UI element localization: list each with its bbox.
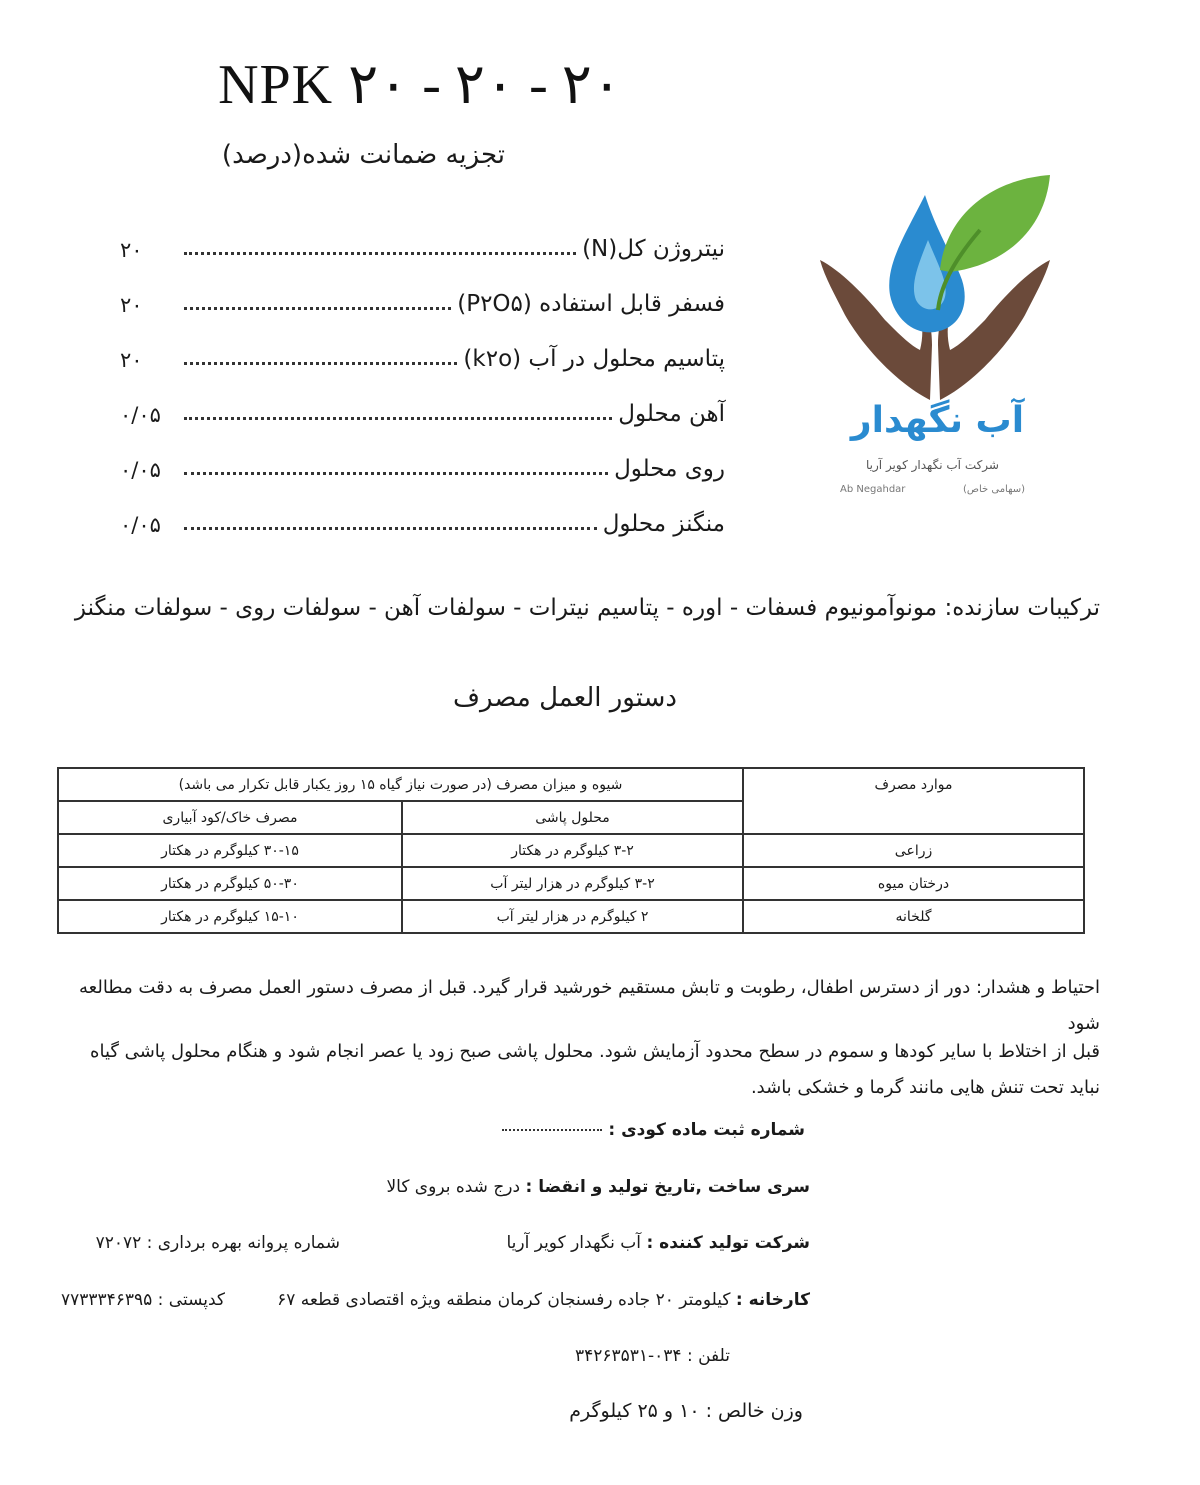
spec-value: ۲۰ bbox=[120, 348, 143, 372]
header-foliar: محلول پاشی bbox=[402, 801, 743, 834]
dot-leader bbox=[184, 417, 612, 420]
spec-row-manganese bbox=[120, 497, 725, 537]
cell-usage: درختان میوه bbox=[743, 867, 1084, 900]
table-row bbox=[58, 867, 1084, 900]
producer-line bbox=[506, 1233, 810, 1253]
product-title: NPK ۲۰ - ۲۰ - ۲۰ bbox=[218, 54, 622, 116]
spec-value: ۰/۰۵ bbox=[120, 513, 161, 537]
header-usage: موارد مصرف bbox=[743, 768, 1084, 834]
guaranteed-analysis-heading: تجزیه ضمانت شده(درصد) bbox=[221, 140, 505, 170]
spec-row-potassium bbox=[120, 332, 725, 372]
net-weight: وزن خالص : ۱۰ و ۲۵ کیلوگرم bbox=[569, 1400, 803, 1422]
logo-brand-name: آب نگهدار bbox=[850, 400, 1025, 441]
dot-leader bbox=[184, 527, 597, 530]
factory-label: کارخانه : bbox=[735, 1290, 810, 1310]
spec-value: ۰/۰۵ bbox=[120, 458, 161, 482]
spec-label: فسفر قابل استفاده (P۲O۵) bbox=[457, 291, 725, 317]
table-header-row bbox=[58, 768, 1084, 801]
registration-label: شماره ثبت ماده کودی : bbox=[608, 1120, 805, 1140]
factory-value: کیلومتر ۲۰ جاده رفسنجان کرمان منطقه ویژه اقتصادی قطعه ۶۷ bbox=[277, 1290, 731, 1310]
header-method: شیوه و میزان مصرف (در صورت نیاز گیاه ۱۵ روز یکبار قابل تکرار می باشد) bbox=[58, 768, 743, 801]
logo-subtitle bbox=[840, 484, 1025, 495]
spec-label: نیتروژن کل(N) bbox=[582, 236, 725, 262]
cell-usage: گلخانه bbox=[743, 900, 1084, 933]
phone-number: تلفن : ۰۳۴-۳۴۲۶۳۵۳۱ bbox=[574, 1346, 730, 1366]
series-label: سری ساخت ,تاریخ تولید و انقضا : bbox=[525, 1177, 810, 1197]
logo-subtitle-en: Ab Negahdar bbox=[840, 484, 906, 495]
header-soil: مصرف خاک/کود آبیاری bbox=[58, 801, 402, 834]
postal-code: کدپستی : ۷۷۳۳۳۴۶۳۹۵ bbox=[60, 1290, 225, 1310]
factory-line bbox=[277, 1290, 810, 1310]
dot-leader bbox=[184, 472, 608, 475]
spec-label: روی محلول bbox=[614, 456, 725, 482]
spec-label: منگنز محلول bbox=[602, 511, 725, 537]
logo-company-name: شرکت آب نگهدار کویر آریا bbox=[866, 458, 999, 472]
spec-value: ۲۰ bbox=[120, 238, 143, 262]
warning-text: احتیاط و هشدار: دور از دسترس اطفال، رطوبت و تابش مستقیم خورشید قرار گیرد. قبل از مصرف دستور العمل مصرف به دقت مطالعه شود bbox=[79, 977, 1100, 1034]
cell-foliar: ۳-۲ کیلوگرم در هکتار bbox=[402, 834, 743, 867]
producer-value: آب نگهدار کویر آریا bbox=[506, 1233, 642, 1253]
spec-row-nitrogen bbox=[120, 222, 725, 262]
usage-table bbox=[57, 767, 1085, 934]
table-row bbox=[58, 900, 1084, 933]
spec-row-iron bbox=[120, 387, 725, 427]
composition-text: ترکیبات سازنده: مونوآمونیوم فسفات - اوره - پتاسیم نیترات - سولفات آهن - سولفات روی - سولفات منگنز bbox=[74, 595, 1100, 621]
cell-soil: ۱۵-۱۰ کیلوگرم در هکتار bbox=[58, 900, 402, 933]
mixing-text: قبل از اختلاط با سایر کودها و سموم در سطح محدود آزمایش شود. محلول پاشی صبح زود یا عصر انجام شود و هنگام محلول پاشی گیاه نباید تحت تنش هایی مانند گرما و خشکی باشد. bbox=[90, 1041, 1100, 1098]
dot-leader bbox=[184, 252, 576, 255]
cell-foliar: ۲ کیلوگرم در هزار لیتر آب bbox=[402, 900, 743, 933]
cell-usage: زراعی bbox=[743, 834, 1084, 867]
table-row bbox=[58, 834, 1084, 867]
registration-blank bbox=[502, 1129, 602, 1131]
license-number: شماره پروانه بهره برداری : ۷۲۰۷۲ bbox=[95, 1233, 340, 1253]
spec-row-phosphorus bbox=[120, 277, 725, 317]
leaf-shape bbox=[940, 175, 1050, 272]
series-value: درج شده بروی کالا bbox=[386, 1177, 521, 1197]
cell-soil: ۵۰-۳۰ کیلوگرم در هکتار bbox=[58, 867, 402, 900]
spec-label: پتاسیم محلول در آب (k۲o) bbox=[463, 346, 725, 372]
series-line bbox=[386, 1177, 810, 1197]
instructions-title: دستور العمل مصرف bbox=[453, 683, 677, 713]
dot-leader bbox=[184, 362, 457, 365]
logo-subtitle-fa: (سهامی خاص) bbox=[962, 484, 1025, 495]
registration-line bbox=[502, 1120, 805, 1140]
spec-value: ۲۰ bbox=[120, 293, 143, 317]
spec-row-zinc bbox=[120, 442, 725, 482]
producer-label: شرکت تولید کننده : bbox=[646, 1233, 810, 1253]
dot-leader bbox=[184, 307, 451, 310]
cell-foliar: ۳-۲ کیلوگرم در هزار لیتر آب bbox=[402, 867, 743, 900]
cell-soil: ۳۰-۱۵ کیلوگرم در هکتار bbox=[58, 834, 402, 867]
spec-value: ۰/۰۵ bbox=[120, 403, 161, 427]
spec-label: آهن محلول bbox=[618, 401, 725, 427]
